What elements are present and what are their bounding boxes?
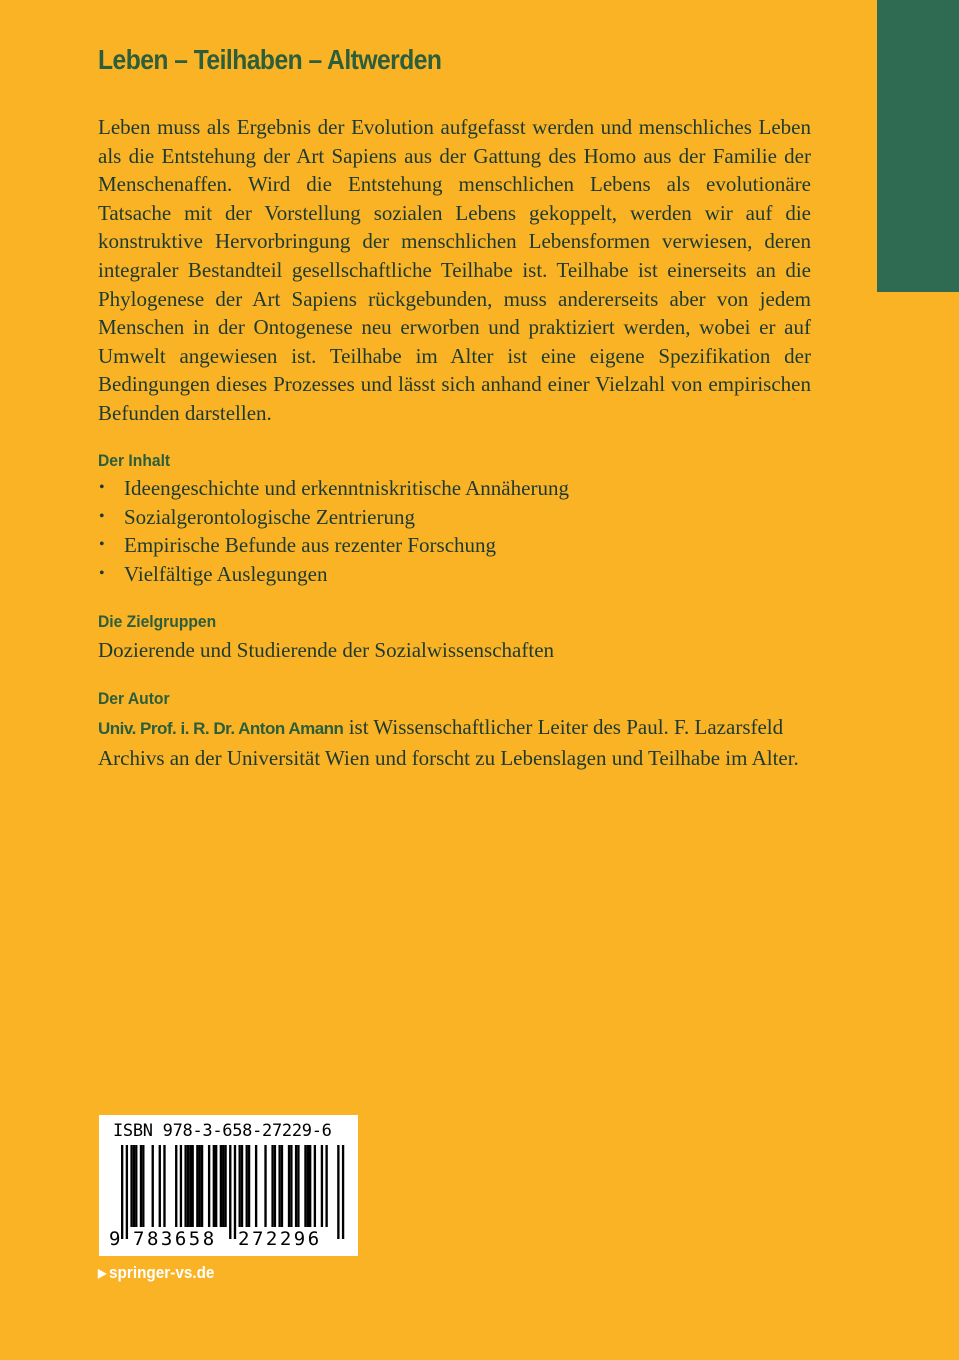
barcode-bar [342,1145,344,1239]
barcode-bar [290,1145,292,1227]
content-list [98,474,569,588]
barcode-bar [121,1145,123,1239]
barcode-bar [159,1145,161,1227]
barcode-bar [222,1145,224,1227]
barcode-bar [142,1145,144,1227]
list-item-text: Vielfältige Auslegungen [124,561,328,586]
barcode-bar [288,1145,290,1227]
barcode-bar [184,1145,186,1227]
book-blurb: Leben muss als Ergebnis der Evolution aufgefasst werden und menschliches Leben als die Entstehung der Art Sapiens aus der Gattung des Homo aus der Familie der Menschenaffen. Wird die Entstehung menschlichen Lebens als evolutionäre Tatsache mit der Vorstellung sozialen Lebens gekoppelt, werden wir auf die konstruktive Hervorbringung der menschlichen Lebensformen verwiesen, deren integraler Bestandteil gesellschaftliche Teilhabe ist. Teilhabe ist einerseits an die Phylogenese der Art Sapiens rückgebunden, muss andererseits aber von jedem Menschen in der Ontogenese neu erworben und praktiziert werden, wobei er auf Umwelt angewiesen ist. Teilhabe im Alter ist eine eigene Spezifikation der Bedingungen dieses Prozesses und lässt sich anhand einer Vielzahl von empirischen Befunden darstellen. [98,115,811,425]
barcode-bar [130,1145,132,1227]
barcode-bar [239,1145,241,1227]
ean-right-digits: 272296 [238,1228,322,1250]
green-accent-band [877,0,959,292]
barcode-bar [304,1145,306,1227]
barcode-bar [192,1145,194,1227]
audience-text: Dozierende und Studierende der Sozialwissenschaften [98,638,555,662]
list-item-text: Empirische Befunde aus rezenter Forschung [124,533,497,557]
barcode-bar [224,1145,226,1227]
author-bio [98,713,811,772]
barcode-bar [278,1145,280,1227]
barcode-bars [99,1145,358,1241]
list-item [98,560,569,589]
barcode-bar [241,1145,243,1227]
list-item-text: Sozialgerontologische Zentrierung [124,504,415,529]
barcode-bar [208,1145,210,1227]
audience-heading: Die Zielgruppen [98,612,217,631]
barcode-bar [163,1145,165,1227]
barcode-bar [152,1145,154,1227]
barcode-bar [307,1145,309,1227]
book-title: Leben – Teilhaben – Altwerden [98,44,442,75]
barcode-bar [295,1145,297,1227]
barcode-bar [248,1145,250,1227]
barcode-bar [196,1145,198,1227]
barcode-bar [189,1145,191,1227]
content-heading: Der Inhalt [98,451,171,470]
barcode-bar [187,1145,189,1227]
list-item [98,474,569,503]
bullet-icon: • [99,564,105,582]
bullet-icon: • [99,479,105,496]
barcode-bar [337,1145,339,1239]
list-item-text: Ideengeschichte und erkenntniskritische Annäherung [124,476,569,500]
barcode-bar [180,1145,182,1227]
barcode-bar [126,1145,128,1239]
author-name: Univ. Prof. i. R. Dr. Anton Amann [98,719,344,738]
bullet-icon: • [99,536,105,553]
barcode-bar [229,1145,231,1239]
barcode-bar [175,1145,177,1227]
bullet-icon: • [99,507,105,525]
barcode-bar [274,1145,276,1227]
barcode-bar [133,1145,135,1227]
barcode-bar [140,1145,142,1227]
list-item [98,503,569,532]
isbn-barcode [99,1115,358,1256]
barcode-bar [135,1145,137,1227]
triangle-right-icon: ▶ [98,1266,107,1280]
barcode-bar [325,1145,327,1227]
publisher-website[interactable] [98,1263,214,1283]
barcode-bar [281,1145,283,1227]
ean-left-digits: 783658 [133,1228,217,1250]
list-item [98,531,569,560]
barcode-bar [297,1145,299,1227]
barcode-bar [314,1145,316,1227]
isbn-label: ISBN 978-3-658-27229-6 [113,1121,332,1141]
barcode-bar [201,1145,203,1227]
barcode-bar [220,1145,222,1227]
barcode-bar [234,1145,236,1239]
barcode-bar [246,1145,248,1227]
ean-first-digit: 9 [109,1228,121,1250]
barcode-bar [199,1145,201,1227]
barcode-bar [271,1145,273,1227]
barcode-bar [309,1145,311,1227]
barcode-bar [213,1145,215,1227]
barcode-bar [321,1145,323,1227]
author-bio-text: ist Wissenschaftlicher Leiter des Paul. F. Lazarsfeld Archivs an der Universität Wien und forscht zu Lebenslagen und Teilhabe im Alter. [98,715,799,770]
author-heading: Der Autor [98,689,170,708]
barcode-bar [215,1145,217,1227]
barcode-bar [255,1145,257,1227]
website-text: springer-vs.de [109,1263,215,1282]
barcode-bar [264,1145,266,1227]
